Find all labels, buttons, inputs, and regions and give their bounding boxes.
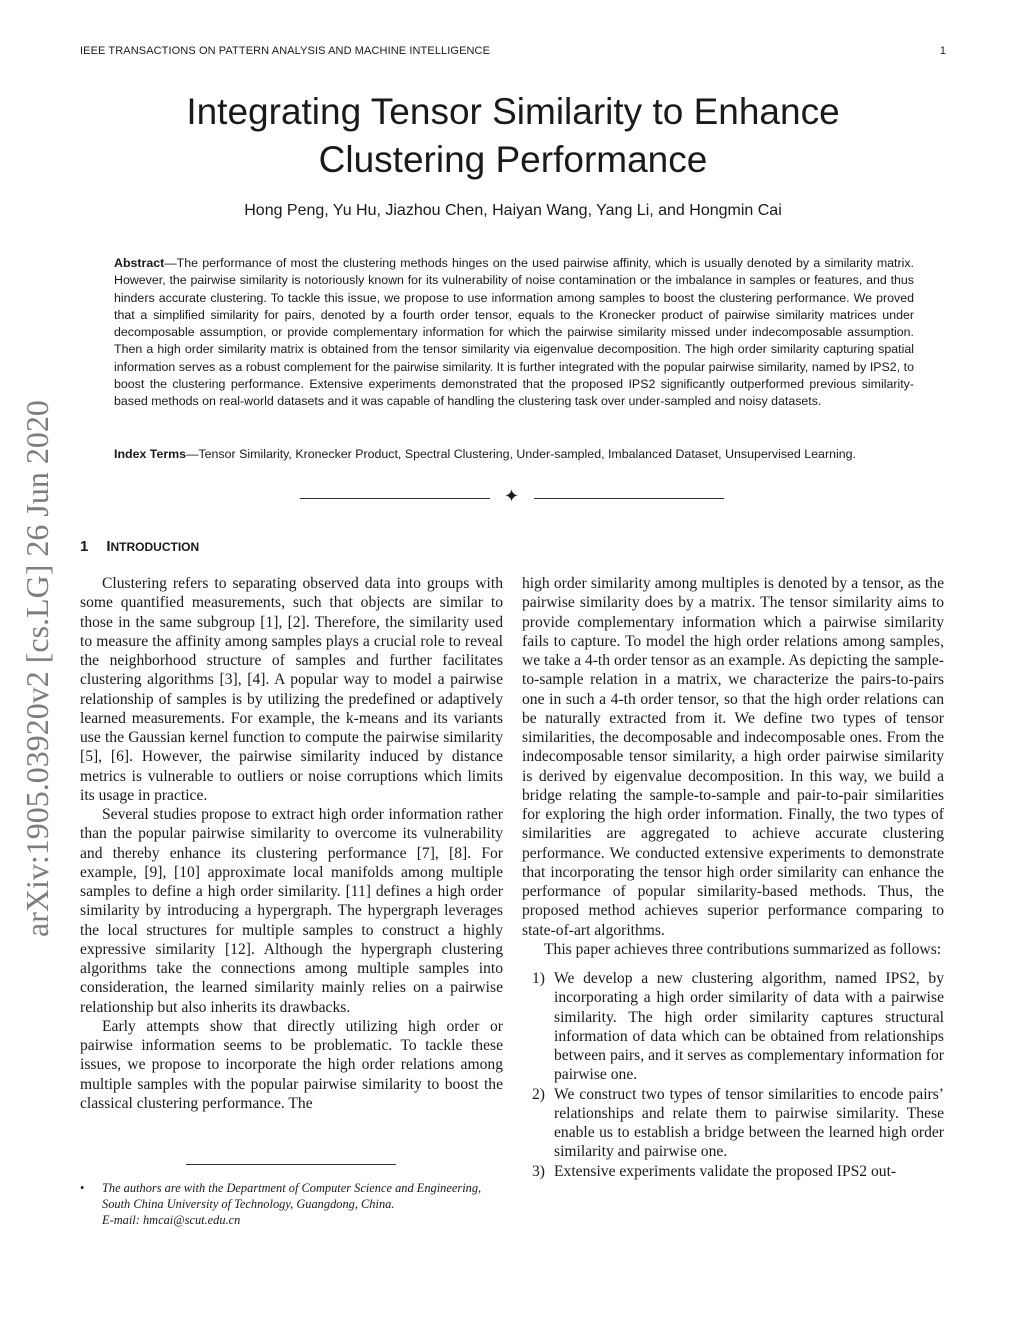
list-item-number: 3) — [532, 1162, 545, 1180]
section-title-initial: I — [106, 538, 111, 555]
arxiv-stamp: arXiv:1905.03920v2 [cs.LG] 26 Jun 2020 — [19, 400, 55, 937]
divider-line-right — [534, 498, 724, 499]
list-item — [522, 1085, 944, 1162]
index-terms — [114, 446, 914, 463]
paper-title — [80, 88, 946, 184]
abstract — [114, 255, 914, 411]
index-terms-text: —Tensor Similarity, Kronecker Product, Spectral Clustering, Under-sampled, Imbalanced Dataset, Unsupervised Learning. — [186, 447, 856, 461]
contribution-list — [522, 969, 944, 1181]
abstract-text: —The performance of most the clustering methods hinges on the used pairwise affinity, which is usually denoted by a similarity matrix. However, the pairwise similarity is notoriously known for its vulnerability of noise contamination or the imbalance in samples or features, and thus hinders accurate clustering. To tackle this issue, we propose to use information among samples to boost the clustering performance. We proved that a simplified similarity for pairs, denoted by a fourth order tensor, equals to the Kronecker product of pairwise similarity matrices under decomposable assumption, or provide complementary information for which the pairwise similarity missed under indecomposable assumption. Then a high order similarity matrix is obtained from the tensor similarity via eigenvalue decomposition. The high order similarity capturing spatial information serves as a robust complement for the pairwise similarity. It is further integrated with the popular pairwise similarity, named by IPS2, to boost the clustering performance. Extensive experiments demonstrated that the proposed IPS2 significantly outperformed previous similarity-based methods on real-world datasets and it was capable of handling the clustering task over under-sampled and noisy datasets. — [114, 256, 914, 409]
list-item-text: We construct two types of tensor similarities to encode pairs’ relationships and relate them to pairwise similarity. These enable us to establish a bridge between the learned high order similarity and pairwise one. — [554, 1085, 944, 1161]
section-title-rest: NTRODUCTION — [110, 540, 200, 554]
list-item — [522, 1162, 944, 1181]
index-terms-label: Index Terms — [114, 447, 187, 461]
divider-diamond-icon: ✦ — [504, 486, 520, 506]
author-list: Hong Peng, Yu Hu, Jiazhou Chen, Haiyan Wang, Yang Li, and Hongmin Cai — [244, 202, 782, 219]
list-item-text: Extensive experiments validate the proposed IPS2 out- — [554, 1162, 897, 1180]
footnote-email: E-mail: hmcai@scut.edu.cn — [102, 1213, 241, 1227]
right-column — [522, 574, 944, 1181]
footnote-affiliation: The authors are with the Department of Computer Science and Engineering, South China University of Technology, Guangdong, China. — [102, 1181, 482, 1211]
paragraph: Early attempts show that directly utilizing high order or pairwise information seems to be problematic. To tackle these issues, we propose to incorporate the high order relations among multiple samples with the popular pairwise similarity to boost the classical clustering performance. The — [80, 1017, 503, 1112]
journal-name: IEEE TRANSACTIONS ON PATTERN ANALYSIS AND MACHINE INTELLIGENCE — [80, 45, 491, 57]
abstract-label: Abstract — [114, 256, 165, 270]
footnote-bullet-icon: • — [80, 1181, 85, 1195]
paragraph: This paper achieves three contributions summarized as follows: — [544, 940, 942, 958]
section-number: 1 — [80, 538, 89, 555]
footnote-rule — [186, 1164, 396, 1165]
paragraph: high order similarity among multiples is denoted by a tensor, as the pairwise similarity does by a matrix. The tensor similarity aims to provide complementary information which a pairwise similarity fails to capture. To model the high order relations among samples, we take a 4-th order tensor as an example. As depicting the sample-to-sample relation in a matrix, we characterize the pairs-to-pairs one in such a 4-th order tensor, so that the high order relations can be naturally extracted from it. We define two types of tensor similarities, the decomposable and indecomposable ones. From the indecomposable tensor similarity, a high order pairwise similarity is derived by eigenvalue decomposition. In this way, we build a bridge relating the sample-to-sample and pair-to-pair similarities for exploring the high order information. Finally, the two types of similarities are aggregated to achieve accurate clustering performance. We conducted extensive experiments to demonstrate that incorporating the tensor high order similarity can enhance the performance of popular similarity-based methods. Thus, the proposed method achieves superior performance comparing to state-of-art algorithms. — [522, 575, 944, 939]
section-heading — [80, 538, 199, 555]
list-item-text: We develop a new clustering algorithm, named IPS2, by incorporating a high order similarity of data with a pairwise similarity. The high order similarity captures structural information of data which can be obtained from relationships between pairs, and it serves as complementary information for pairwise one. — [554, 970, 944, 1084]
title-line-2: Clustering Performance — [318, 139, 708, 180]
running-header — [80, 45, 946, 61]
page-number: 1 — [939, 45, 946, 57]
paragraph: Several studies propose to extract high order information rather than the popular pairwise similarity to overcome its vulnerability and thereby enhance its clustering performance [7], [8]. For example, [9], [10] approximate local manifolds among multiple samples to define a high order similarity. [11] defines a high order similarity by introducing a hypergraph. The hypergraph leverages the local structures for multiple samples to construct a highly expressive similarity [12]. Although the hypergraph clustering algorithms take the connections among multiple samples into consideration, the learned similarity mainly relies on a pairwise relationship but also inherits its drawbacks. — [80, 806, 503, 1016]
left-column — [80, 574, 503, 1113]
footnote — [80, 1180, 503, 1228]
list-item-number: 2) — [532, 1085, 545, 1103]
paragraph: Clustering refers to separating observed data into groups with some quantified measurements, such that objects are similar to those in the same subgroup [1], [2]. Therefore, the similarity used to measure the affinity among samples plays a crucial role to reveal the neighborhood structure of samples and further facilitates clustering algorithms [3], [4]. A popular way to model a pairwise relationship of samples is by utilizing the predefined or adaptively learned measurements. For example, the k-means and its variants use the Gaussian kernel function to compute the pairwise similarity [5], [6]. However, the pairwise similarity induced by distance metrics is vulnerable to outliers or noise corruptions which limits its usage in practice. — [80, 575, 503, 804]
list-item — [522, 969, 944, 1085]
title-line-1: Integrating Tensor Similarity to Enhance — [186, 91, 840, 132]
footnote-text — [102, 1180, 503, 1228]
list-item-number: 1) — [532, 970, 545, 987]
divider-line-left — [300, 498, 490, 499]
section-divider — [300, 488, 724, 508]
